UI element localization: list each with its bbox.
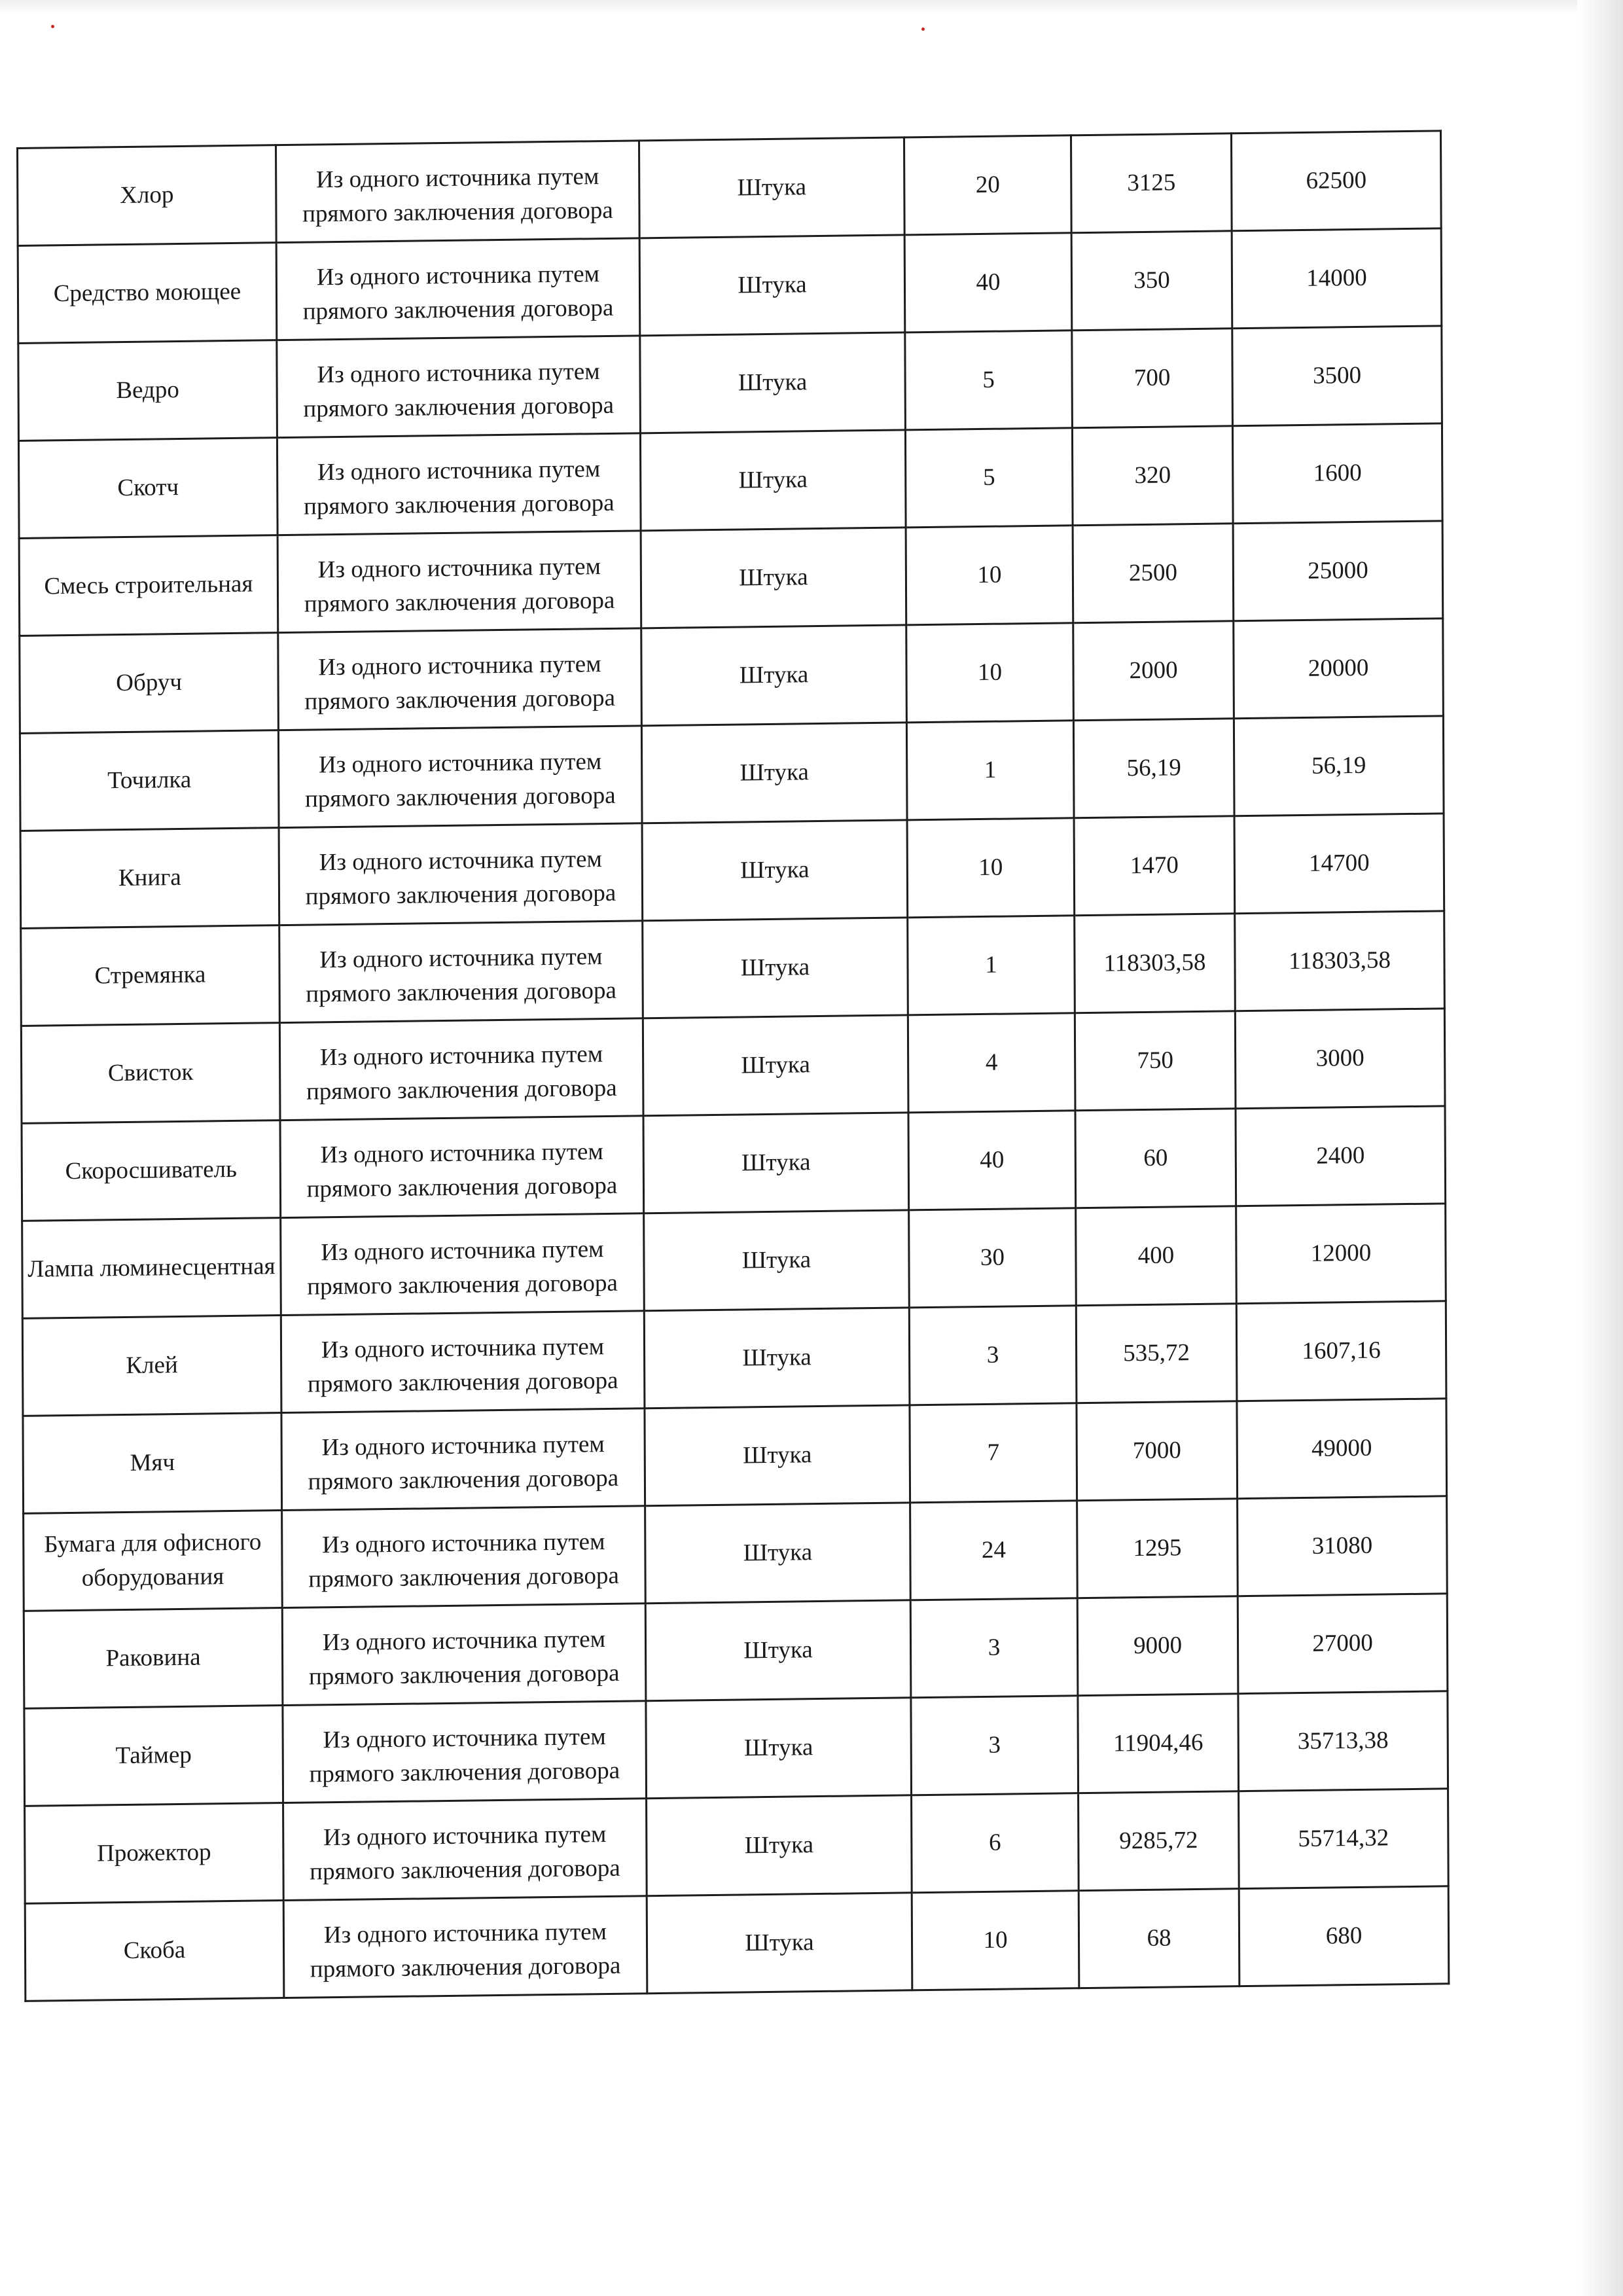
table-row xyxy=(20,619,1444,734)
total-amount-cell: 49000 xyxy=(1237,1399,1447,1499)
table-row xyxy=(25,1789,1449,1904)
unit-price-cell: 68 xyxy=(1079,1889,1240,1988)
item-name-cell: Скоросшиватель xyxy=(22,1121,281,1221)
quantity-cell: 10 xyxy=(907,818,1075,918)
total-amount-cell: 27000 xyxy=(1238,1594,1448,1694)
unit-cell: Штука xyxy=(647,1795,912,1896)
procurement-method-cell xyxy=(281,1213,645,1316)
unit-price-cell: 9285,72 xyxy=(1079,1791,1240,1891)
procurement-method-cell xyxy=(282,1506,646,1608)
procurement-method-text: Из одного источника путем прямого заключения договора xyxy=(308,1431,619,1496)
unit-cell: Штука xyxy=(643,918,908,1018)
procurement-method-cell xyxy=(279,823,643,925)
table-row xyxy=(20,716,1444,831)
item-name-cell: Бумага для офисного оборудования xyxy=(24,1511,283,1611)
item-name-cell: Клей xyxy=(22,1316,281,1416)
item-name-cell: Хлор xyxy=(18,145,277,246)
total-amount-cell: 62500 xyxy=(1231,131,1441,231)
quantity-cell: 3 xyxy=(909,1306,1077,1405)
item-name-cell: Свисток xyxy=(21,1023,280,1124)
procurement-method-cell xyxy=(279,1018,643,1121)
table-row xyxy=(21,911,1445,1026)
unit-cell: Штука xyxy=(641,528,906,628)
total-amount-cell: 680 xyxy=(1239,1886,1449,1986)
quantity-cell: 40 xyxy=(908,1111,1076,1210)
quantity-cell: 10 xyxy=(912,1891,1079,1990)
unit-cell: Штука xyxy=(640,332,906,433)
procurement-method-cell xyxy=(277,336,641,438)
scan-shadow-right xyxy=(1577,0,1623,2296)
table-row xyxy=(18,423,1442,539)
procurement-method-text: Из одного источника путем прямого заключения договора xyxy=(304,553,615,618)
item-name-cell: Раковина xyxy=(24,1608,283,1709)
procurement-method-text: Из одного источника путем прямого заключения договора xyxy=(306,1138,618,1203)
item-name-cell: Таймер xyxy=(24,1706,283,1806)
unit-cell: Штука xyxy=(645,1503,911,1604)
table-row xyxy=(24,1691,1448,1806)
quantity-cell: 6 xyxy=(912,1793,1079,1893)
total-amount-cell: 35713,38 xyxy=(1238,1691,1448,1791)
item-name-cell: Мяч xyxy=(23,1413,282,1514)
item-name-cell: Смесь строительная xyxy=(19,535,278,636)
procurement-method-text: Из одного источника путем прямого заключения договора xyxy=(302,260,614,325)
red-ink-speck xyxy=(51,25,54,28)
quantity-cell: 3 xyxy=(911,1696,1079,1795)
unit-cell: Штука xyxy=(641,625,907,726)
unit-price-cell: 9000 xyxy=(1077,1596,1238,1696)
table-row xyxy=(18,326,1442,441)
quantity-cell: 10 xyxy=(906,623,1074,723)
procurement-method-text: Из одного источника путем прямого заключения договора xyxy=(304,748,616,813)
procurement-method-cell xyxy=(281,1311,645,1413)
unit-cell: Штука xyxy=(642,820,908,921)
item-name-cell: Прожектор xyxy=(25,1803,284,1904)
unit-cell: Штука xyxy=(643,1113,909,1213)
total-amount-cell: 118303,58 xyxy=(1235,911,1445,1011)
unit-price-cell: 1295 xyxy=(1077,1499,1238,1598)
item-name-cell: Обруч xyxy=(20,633,279,734)
procurement-method-text: Из одного источника путем прямого заключения договора xyxy=(308,1626,620,1691)
procurement-method-text: Из одного источника путем прямого заключения договора xyxy=(307,1333,618,1398)
unit-price-cell: 320 xyxy=(1072,426,1233,526)
item-name-cell: Книга xyxy=(20,828,279,929)
total-amount-cell: 1600 xyxy=(1232,423,1442,524)
unit-price-cell: 7000 xyxy=(1077,1401,1238,1501)
unit-price-cell: 11904,46 xyxy=(1078,1694,1239,1793)
scan-shadow-top xyxy=(0,0,1623,13)
procurement-method-cell xyxy=(278,726,642,828)
total-amount-cell: 12000 xyxy=(1236,1204,1446,1304)
red-ink-speck xyxy=(921,27,925,31)
item-name-cell: Стремянка xyxy=(21,925,280,1026)
unit-cell: Штука xyxy=(639,235,905,336)
procurement-method-cell xyxy=(282,1604,646,1706)
total-amount-cell: 3000 xyxy=(1235,1009,1445,1109)
procurement-method-cell xyxy=(283,1799,647,1901)
table-row xyxy=(18,228,1442,344)
procurement-method-cell xyxy=(281,1408,645,1511)
quantity-cell: 5 xyxy=(905,428,1073,528)
procurement-method-text: Из одного источника путем прямого заключения договора xyxy=(304,651,616,715)
quantity-cell: 40 xyxy=(904,233,1072,332)
item-name-cell: Скотч xyxy=(18,438,277,539)
unit-price-cell: 400 xyxy=(1076,1206,1237,1306)
procurement-method-text: Из одного источника путем прямого заключения договора xyxy=(306,943,617,1008)
procurement-table-body xyxy=(18,131,1449,2001)
unit-price-cell: 118303,58 xyxy=(1075,914,1236,1013)
unit-price-cell: 56,19 xyxy=(1073,719,1234,818)
procurement-method-cell xyxy=(276,238,640,340)
procurement-method-cell xyxy=(278,628,642,730)
item-name-cell: Ведро xyxy=(18,340,277,441)
procurement-method-text: Из одного источника путем прямого заключения договора xyxy=(308,1528,619,1593)
unit-price-cell: 2500 xyxy=(1073,524,1234,623)
quantity-cell: 7 xyxy=(910,1403,1077,1503)
unit-cell: Штука xyxy=(641,723,907,823)
unit-cell: Штука xyxy=(644,1308,910,1408)
quantity-cell: 1 xyxy=(908,916,1075,1015)
unit-price-cell: 2000 xyxy=(1073,621,1234,721)
total-amount-cell: 14700 xyxy=(1234,814,1444,914)
table-row xyxy=(22,1204,1446,1319)
table-row xyxy=(24,1594,1448,1709)
unit-price-cell: 535,72 xyxy=(1076,1304,1237,1403)
table-row xyxy=(23,1399,1447,1514)
procurement-method-text: Из одного источника путем прямого заключения договора xyxy=(304,456,615,520)
unit-cell: Штука xyxy=(647,1893,912,1994)
quantity-cell: 20 xyxy=(904,135,1071,235)
quantity-cell: 3 xyxy=(910,1598,1078,1698)
unit-price-cell: 1470 xyxy=(1074,816,1235,916)
unit-cell: Штука xyxy=(645,1600,911,1701)
procurement-method-cell xyxy=(283,1896,647,1998)
quantity-cell: 5 xyxy=(905,331,1073,430)
procurement-method-text: Из одного источника путем прямого заключения договора xyxy=(305,846,616,910)
procurement-method-cell xyxy=(279,921,643,1023)
item-name-cell: Точилка xyxy=(20,730,279,831)
procurement-method-text: Из одного источника путем прямого заключения договора xyxy=(310,1918,621,1983)
procurement-method-cell xyxy=(283,1701,647,1803)
quantity-cell: 24 xyxy=(910,1501,1078,1600)
unit-price-cell: 60 xyxy=(1075,1109,1236,1208)
total-amount-cell: 20000 xyxy=(1234,619,1444,719)
quantity-cell: 1 xyxy=(906,721,1074,820)
table-row xyxy=(20,814,1444,929)
table-row xyxy=(18,131,1442,246)
unit-price-cell: 3125 xyxy=(1071,134,1232,233)
procurement-method-text: Из одного источника путем прямого заключения договора xyxy=(307,1236,618,1300)
total-amount-cell: 2400 xyxy=(1236,1106,1446,1206)
total-amount-cell: 25000 xyxy=(1233,521,1443,621)
unit-cell: Штука xyxy=(645,1405,910,1506)
procurement-method-cell xyxy=(276,141,640,243)
unit-cell: Штука xyxy=(640,430,906,531)
table-row xyxy=(22,1106,1446,1221)
unit-cell: Штука xyxy=(644,1210,910,1311)
unit-cell: Штука xyxy=(643,1015,908,1116)
quantity-cell: 10 xyxy=(906,526,1073,625)
table-row xyxy=(24,1496,1448,1611)
quantity-cell: 30 xyxy=(909,1208,1077,1308)
unit-cell: Штука xyxy=(646,1698,912,1799)
procurement-method-cell xyxy=(277,531,641,633)
total-amount-cell: 3500 xyxy=(1232,326,1442,426)
total-amount-cell: 55714,32 xyxy=(1239,1789,1449,1889)
table-row xyxy=(22,1301,1446,1416)
procurement-method-text: Из одного источника путем прямого заключения договора xyxy=(303,358,615,423)
procurement-method-cell xyxy=(280,1116,644,1218)
procurement-method-text: Из одного источника путем прямого заключения договора xyxy=(302,163,613,228)
quantity-cell: 4 xyxy=(908,1013,1075,1113)
item-name-cell: Средство моющее xyxy=(18,243,277,344)
total-amount-cell: 1607,16 xyxy=(1236,1301,1446,1401)
unit-price-cell: 350 xyxy=(1071,231,1232,331)
procurement-method-text: Из одного источника путем прямого заключения договора xyxy=(309,1723,620,1788)
table-row xyxy=(25,1886,1449,2001)
procurement-method-cell xyxy=(277,433,641,535)
procurement-method-text: Из одного источника путем прямого заключения договора xyxy=(310,1821,620,1886)
total-amount-cell: 14000 xyxy=(1232,228,1442,329)
table-row xyxy=(21,1009,1445,1124)
item-name-cell: Лампа люминесцентная xyxy=(22,1218,281,1319)
procurement-method-text: Из одного источника путем прямого заключения договора xyxy=(306,1041,617,1105)
total-amount-cell: 56,19 xyxy=(1234,716,1444,816)
unit-price-cell: 700 xyxy=(1072,329,1233,428)
total-amount-cell: 31080 xyxy=(1238,1496,1448,1596)
unit-cell: Штука xyxy=(639,137,904,238)
procurement-table xyxy=(16,130,1450,2001)
table-row xyxy=(19,521,1443,636)
item-name-cell: Скоба xyxy=(25,1901,284,2001)
unit-price-cell: 750 xyxy=(1075,1011,1236,1111)
